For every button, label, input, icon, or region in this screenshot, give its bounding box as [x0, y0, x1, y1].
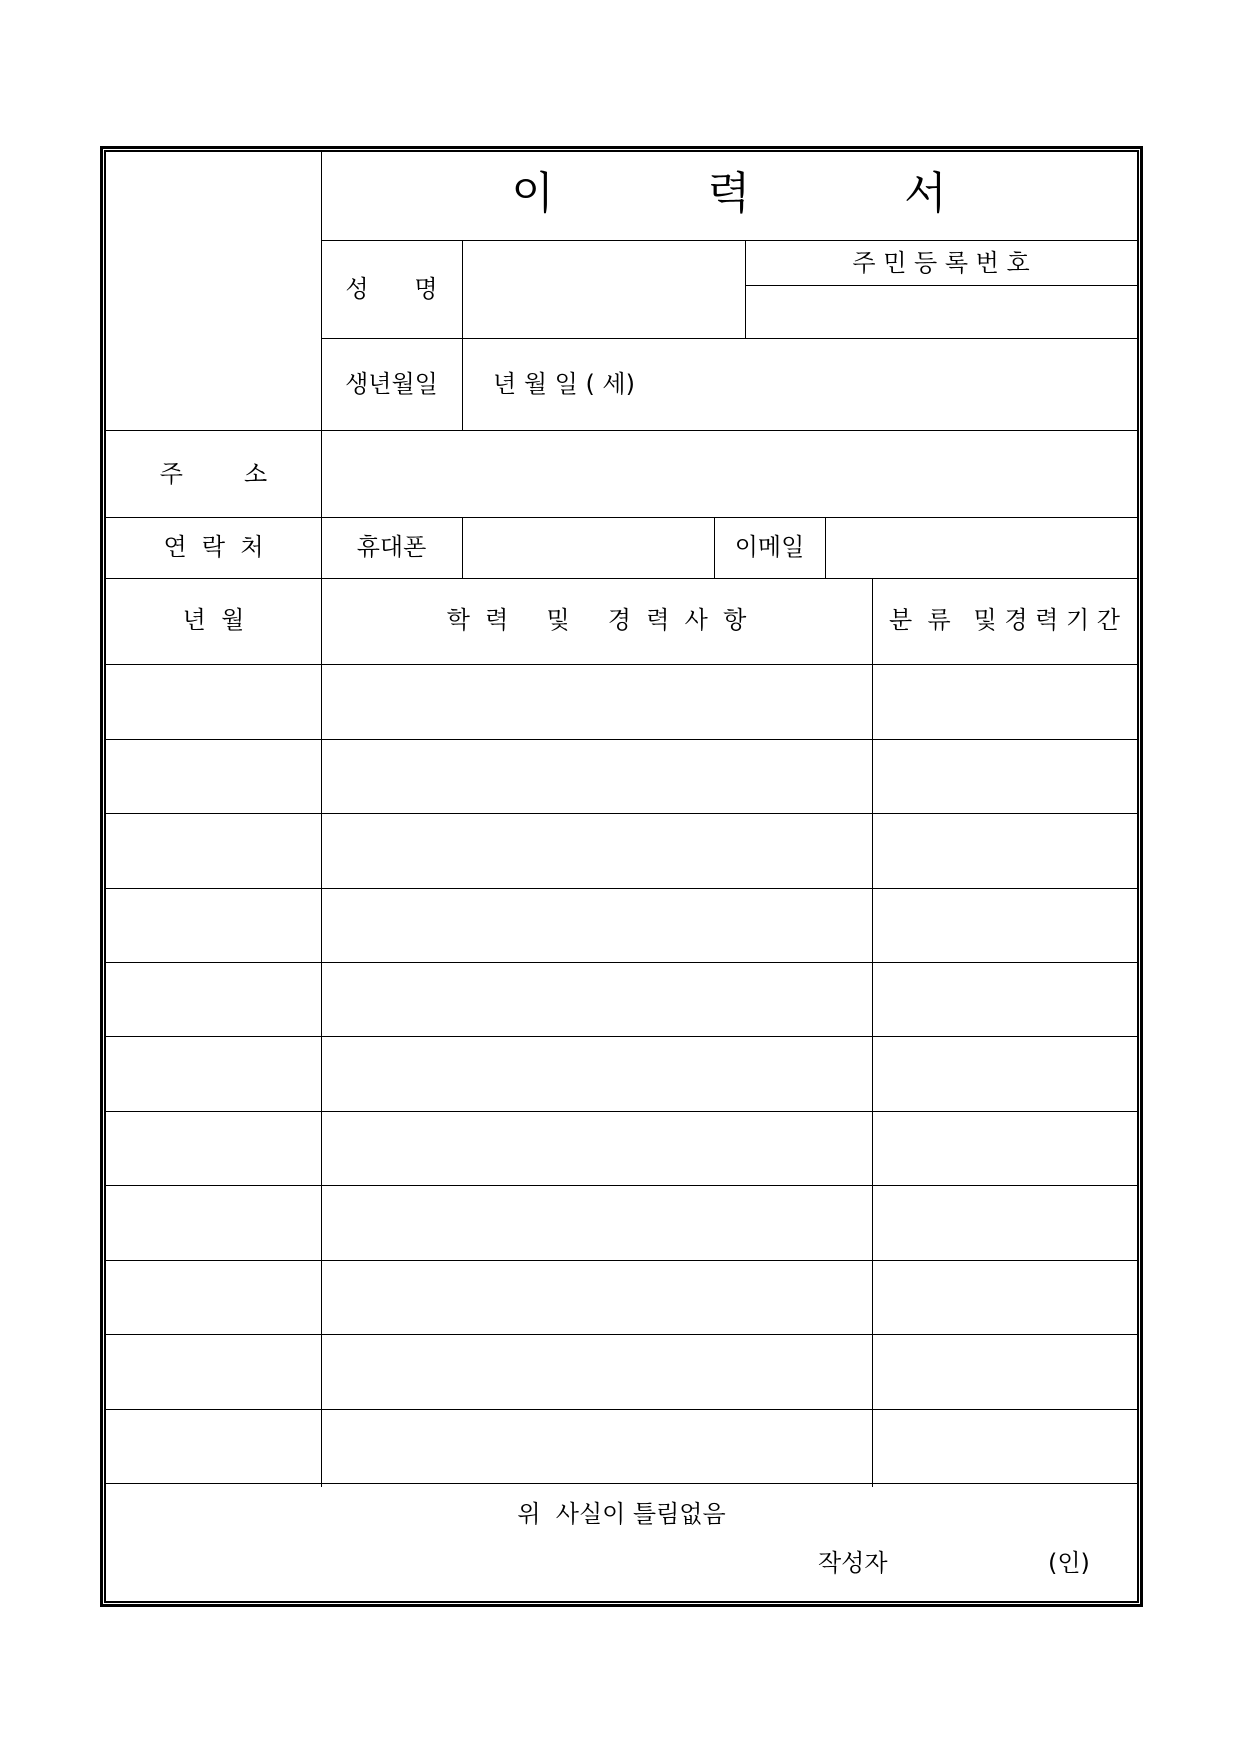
form-title: 이 력 서: [511, 168, 947, 219]
history-cell-period[interactable]: [873, 1037, 1137, 1109]
history-cell-details[interactable]: [322, 963, 872, 1035]
history-cell-year-month[interactable]: [107, 888, 321, 960]
history-cell-period[interactable]: [873, 963, 1137, 1035]
history-cell-period[interactable]: [873, 1186, 1137, 1258]
resident-number-label: 주 민 등 록 번 호: [852, 249, 1030, 277]
history-cell-details[interactable]: [322, 888, 872, 960]
history-cell-details[interactable]: [322, 1410, 872, 1482]
history-cell-period[interactable]: [873, 1410, 1137, 1482]
history-cell-year-month[interactable]: [107, 1335, 321, 1407]
history-cell-year-month[interactable]: [107, 1410, 321, 1482]
history-cell-details[interactable]: [322, 1335, 872, 1407]
history-cell-details[interactable]: [322, 739, 872, 811]
history-header-education-career: 학 력 및 경 력 사 항: [446, 606, 747, 634]
history-cell-period[interactable]: [873, 739, 1137, 811]
birth-date-value[interactable]: 년 월 일 ( 세): [493, 370, 635, 398]
history-cell-period[interactable]: [873, 665, 1137, 737]
rule-below-contact: [106, 578, 1137, 579]
footer-seal: (인): [1048, 1549, 1090, 1577]
history-cell-year-month[interactable]: [107, 739, 321, 811]
history-cell-details[interactable]: [322, 665, 872, 737]
history-cell-period[interactable]: [873, 814, 1137, 886]
name-field[interactable]: [463, 241, 745, 338]
email-label: 이메일: [734, 533, 805, 561]
history-cell-details[interactable]: [322, 1261, 872, 1333]
history-cell-year-month[interactable]: [107, 1186, 321, 1258]
footer-statement: 위 사실이 틀림없음: [517, 1500, 726, 1528]
birth-date-label: 생년월일: [345, 370, 438, 398]
address-label: 주 소: [159, 460, 268, 488]
contact-label: 연 락 처: [163, 533, 264, 561]
email-field[interactable]: [826, 518, 1137, 578]
history-cell-period[interactable]: [873, 1261, 1137, 1333]
history-cell-period[interactable]: [873, 1335, 1137, 1407]
mobile-label: 휴대폰: [356, 533, 427, 561]
history-cell-year-month[interactable]: [107, 814, 321, 886]
mobile-field[interactable]: [463, 518, 714, 578]
history-cell-details[interactable]: [322, 814, 872, 886]
rule-above-footer: [106, 1483, 1137, 1484]
history-cell-year-month[interactable]: [107, 1112, 321, 1184]
name-label: 성 명: [345, 275, 438, 303]
history-cell-details[interactable]: [322, 1186, 872, 1258]
history-cell-year-month[interactable]: [107, 665, 321, 737]
history-cell-details[interactable]: [322, 1112, 872, 1184]
history-header-category-period: 분 류 및 경 력 기 간: [889, 606, 1120, 634]
history-cell-year-month[interactable]: [107, 1261, 321, 1333]
history-cell-year-month[interactable]: [107, 963, 321, 1035]
resident-number-field[interactable]: [746, 286, 1137, 338]
footer-writer-label: 작성자: [818, 1549, 888, 1577]
history-cell-details[interactable]: [322, 1037, 872, 1109]
history-cell-period[interactable]: [873, 888, 1137, 960]
history-cell-year-month[interactable]: [107, 1037, 321, 1109]
photo-area[interactable]: [106, 152, 321, 430]
address-field[interactable]: [322, 431, 1137, 517]
history-header-year-month: 년 월: [182, 606, 245, 634]
rule-below-name: [321, 338, 1137, 339]
history-cell-period[interactable]: [873, 1112, 1137, 1184]
